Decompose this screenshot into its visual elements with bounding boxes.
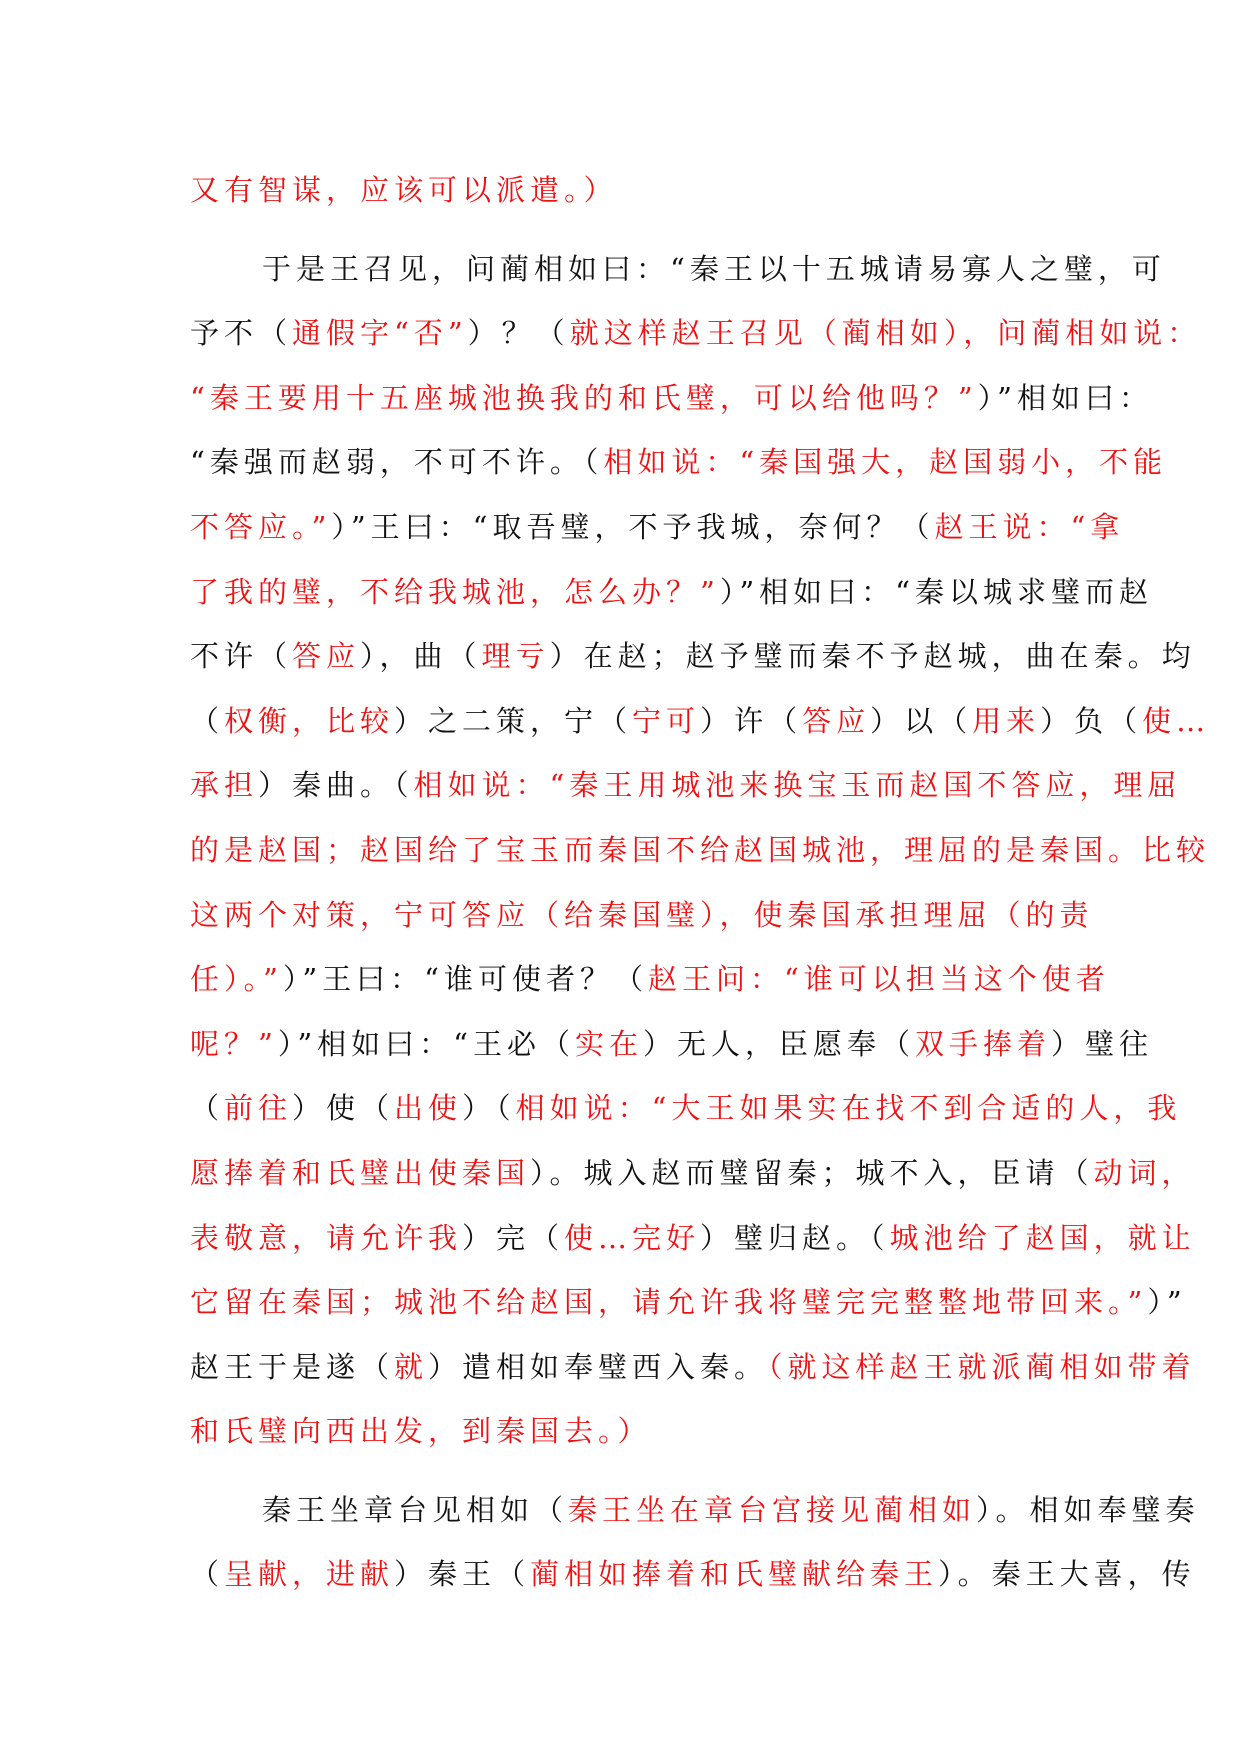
original-text: ）”王曰：“谁可使者？（: [282, 962, 648, 997]
annotation-text: 愿捧着和氏璧出使秦国: [190, 1155, 531, 1190]
original-text: （: [190, 1557, 225, 1592]
original-text: 不许（: [190, 639, 293, 674]
original-text: ）遣相如奉璧西入秦。: [428, 1349, 769, 1384]
original-text: 赵王于是遂（: [190, 1349, 395, 1384]
text-line: [190, 947, 1110, 1012]
annotation-text: 表敬意，请允许我: [190, 1220, 463, 1255]
annotation-text: 赵王问：“谁可以担当这个使者: [647, 962, 1110, 997]
original-text: ）许（: [700, 703, 803, 738]
annotation-text: 赵王说：“拿: [934, 509, 1125, 544]
original-text: 于是王召见，问蔺相如曰：“秦王以十五城请易寡人之璧，可: [262, 251, 1166, 286]
annotation-text: 任）。”: [190, 962, 283, 997]
annotation-text: 相如说：“大王如果实在找不到合适的人，我: [515, 1091, 1182, 1126]
text-line: [190, 1141, 1196, 1206]
annotated-text-body: [190, 158, 1211, 1607]
paragraph-gap: [190, 1464, 1063, 1478]
original-text: ）。秦王大喜，传: [938, 1557, 1196, 1592]
text-line: [190, 301, 1202, 366]
original-text: （: [190, 1091, 225, 1126]
original-text: ）”王曰：“取吾璧，不予我城，奈何？（: [331, 509, 935, 544]
text-line: [190, 1542, 1196, 1607]
annotation-text: 通假字“否”: [292, 316, 468, 351]
original-text: ）之二策，宁（: [394, 703, 633, 738]
original-text: ）使（: [292, 1091, 395, 1126]
text-line: [190, 1076, 1182, 1141]
text-line: [190, 818, 1211, 883]
annotation-text: 宁可: [632, 703, 701, 738]
annotation-text: 权衡，比较: [224, 703, 395, 738]
text-line: [190, 1012, 1154, 1077]
text-line: [190, 753, 1182, 818]
annotation-text: 出使: [394, 1091, 463, 1126]
annotation-text: 实在: [574, 1026, 643, 1061]
text-line: [190, 237, 1166, 302]
annotation-text: 和氏璧向西出发，到秦国去。）: [190, 1414, 652, 1449]
text-line: [190, 158, 1063, 223]
original-text: ）”相如曰：“秦以城求璧而赵: [719, 574, 1153, 609]
original-text: ），曲（: [360, 639, 482, 674]
original-text: “秦强而赵弱，不可不许。（: [190, 445, 604, 480]
annotation-text: 它留在秦国；城池不给赵国，请允许我将璧完完整整地带回来。”: [190, 1285, 1148, 1320]
original-text: ）璧归赵。（: [700, 1220, 890, 1255]
original-text: ）”: [1147, 1285, 1187, 1320]
original-text: ）无人，臣愿奉（: [643, 1026, 916, 1061]
original-text: ）。相如奉璧奏: [976, 1492, 1200, 1527]
original-text: ）？（: [467, 316, 570, 351]
text-line: [190, 624, 1196, 689]
original-text: ）。城入赵而璧留秦；城不入，臣请（: [530, 1155, 1094, 1190]
original-text: ）”相如曰：: [977, 380, 1153, 415]
original-text: ）（: [462, 1091, 516, 1126]
original-text: ）在赵；赵予璧而秦不予赵城，曲在秦。均: [549, 639, 1196, 674]
annotation-text: 前往: [224, 1091, 293, 1126]
text-line: [190, 689, 1211, 754]
annotation-text: 蔺相如捧着和氏璧献给秦王: [530, 1557, 939, 1592]
annotation-text: 相如说：“秦国强大，赵国弱小，不能: [603, 445, 1168, 480]
text-line: [190, 430, 1168, 495]
annotation-text: 理亏: [481, 639, 550, 674]
text-line: [190, 1399, 1063, 1464]
annotation-text: 答应: [802, 703, 871, 738]
annotation-text: 就: [394, 1349, 429, 1384]
annotation-text: 使…: [1142, 703, 1211, 738]
original-text: ）负（: [1040, 703, 1143, 738]
annotation-text: 了我的璧，不给我城池，怎么办？”: [190, 574, 720, 609]
annotation-text: 不答应。”: [190, 509, 332, 544]
annotation-text: 动词，: [1093, 1155, 1196, 1190]
annotation-text: 双手捧着: [915, 1026, 1052, 1061]
original-text: ）璧往: [1051, 1026, 1154, 1061]
text-line: [190, 366, 1153, 431]
text-line: [190, 1478, 1200, 1543]
text-line: [190, 1206, 1196, 1271]
text-line: [190, 1335, 1196, 1400]
paragraph-gap: [190, 223, 1063, 237]
annotation-text: （就这样赵王就派蔺相如带着: [768, 1349, 1196, 1384]
original-text: ）”相如曰：“王必（: [277, 1026, 575, 1061]
text-line: [190, 495, 1125, 560]
text-line: [190, 560, 1153, 625]
original-text: 予不（: [190, 316, 293, 351]
annotation-text: “秦王要用十五座城池换我的和氏璧，可以给他吗？”: [190, 380, 978, 415]
original-text: ）秦王（: [394, 1557, 531, 1592]
annotation-text: 这两个对策，宁可答应（给秦国璧），使秦国承担理屈（的责: [190, 897, 1094, 932]
annotation-text: 的是赵国；赵国给了宝玉而秦国不给赵国城池，理屈的是秦国。比较: [190, 832, 1211, 867]
annotation-text: 呢？”: [190, 1026, 278, 1061]
original-text: ）完（: [462, 1220, 565, 1255]
original-text: （: [190, 703, 225, 738]
annotation-text: 答应: [292, 639, 361, 674]
annotation-text: 使…完好: [564, 1220, 701, 1255]
annotation-text: 就这样赵王召见（蔺相如），问蔺相如说：: [569, 316, 1202, 351]
annotation-text: 用来: [972, 703, 1041, 738]
annotation-text: 城池给了赵国，就让: [889, 1220, 1196, 1255]
text-line: [190, 883, 1094, 948]
annotation-text: 呈献，进献: [224, 1557, 395, 1592]
original-text: 秦王坐章台见相如（: [262, 1492, 569, 1527]
annotation-text: 承担: [190, 768, 259, 803]
original-text: ）以（: [870, 703, 973, 738]
annotation-text: 又有智谋，应该可以派遣。）: [190, 173, 618, 207]
original-text: ）秦曲。（: [258, 768, 414, 803]
text-line: [190, 1270, 1187, 1335]
annotation-text: 相如说：“秦王用城池来换宝玉而赵国不答应，理屈: [413, 768, 1182, 803]
annotation-text: 秦王坐在章台宫接见蔺相如: [568, 1492, 977, 1527]
